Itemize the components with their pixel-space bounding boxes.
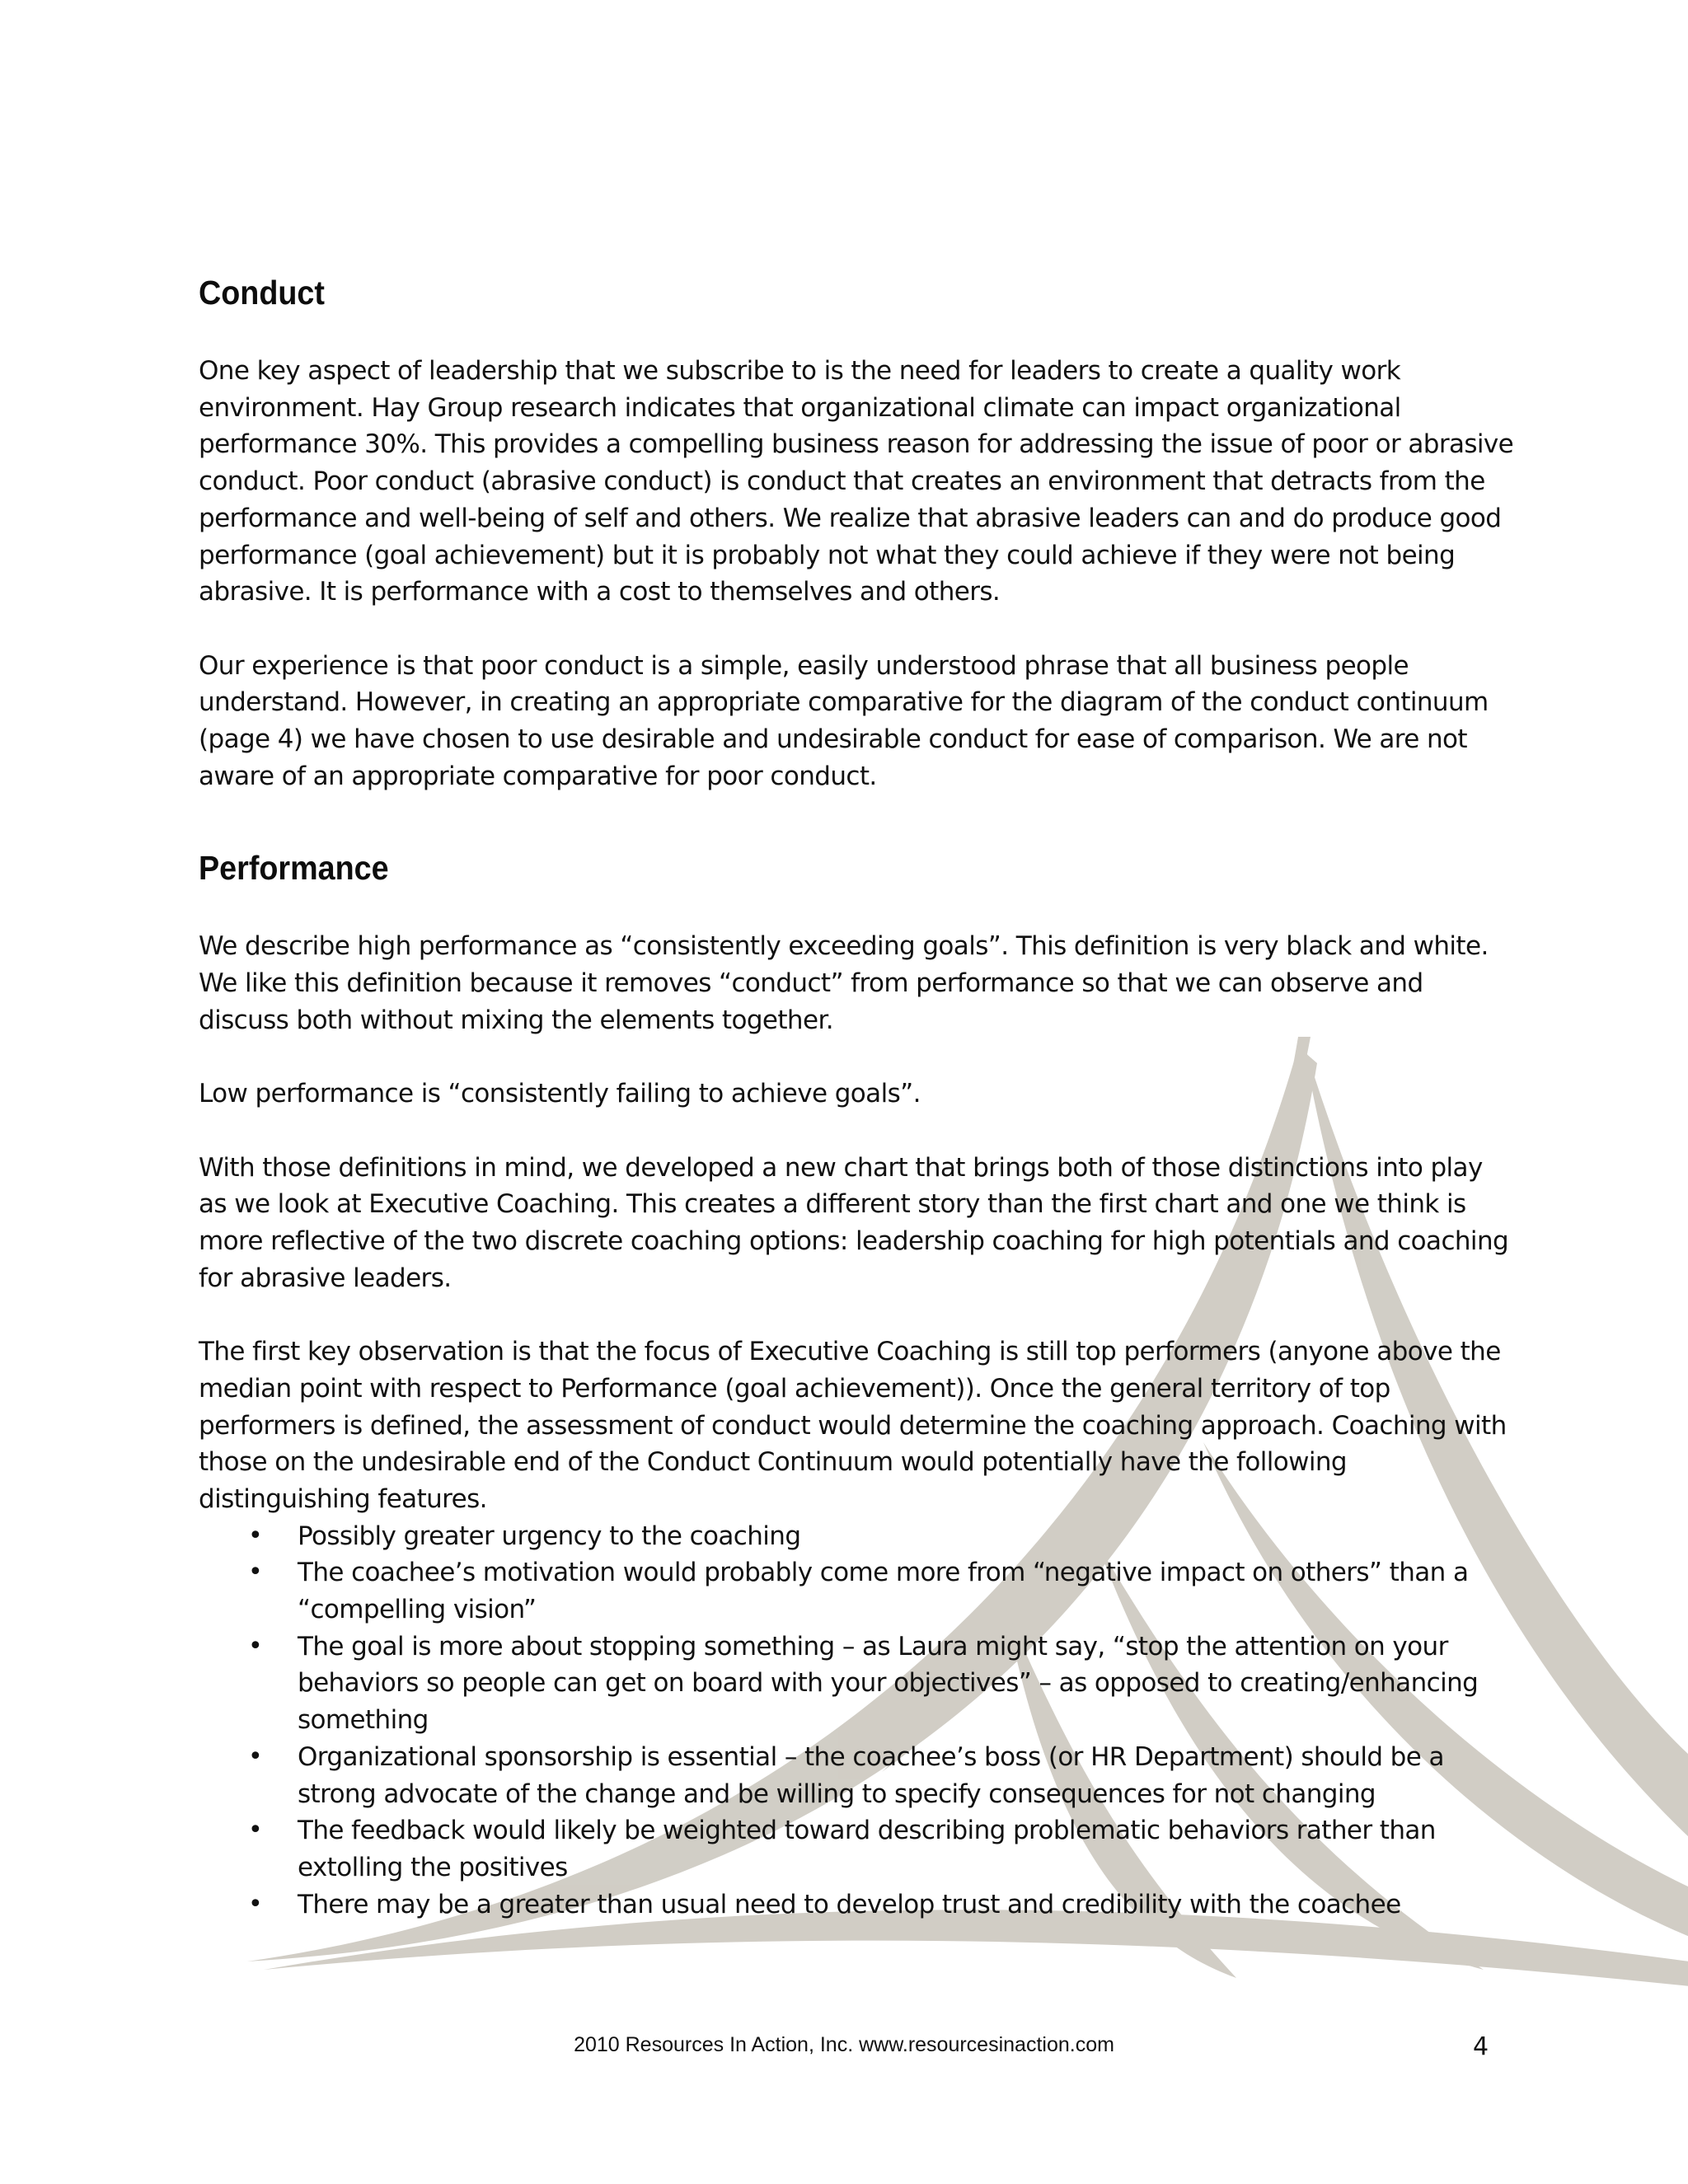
conduct-paragraph-1: One key aspect of leadership that we subscribe to is the need for leaders to create a quality work environment. Hay Group research indicates that organizational climate can impact organizational performance 30%. This provides a compelling business reason for addressing the issue of poor or abrasive conduct. Poor conduct (abrasive conduct) is conduct that creates an environment that detracts from the performance and well-being of self and others. We realize that abrasive leaders can and do produce good performance (goal achievement) but it is probably not what they could achieve if they were not being abrasive. It is performance with a cost to themselves and others. xyxy=(199,356,1514,607)
conduct-paragraph-2: Our experience is that poor conduct is a simple, easily understood phrase that all business people understand. However, in creating an appropriate comparative for the diagram of the conduct continuum (page 4) we have chosen to use desirable and undesirable conduct for ease of comparison. We are not aware of an appropriate comparative for poor conduct. xyxy=(199,650,1489,791)
list-item-text: The coachee’s motivation would probably come more from “negative impact on others” than a “compelling vision” xyxy=(298,1558,1469,1625)
page-number: 4 xyxy=(1473,2032,1489,2061)
page-footer: 2010 Resources In Action, Inc. www.resourcesinaction.com xyxy=(574,2033,1114,2056)
page-content xyxy=(199,272,1517,1923)
bullet-icon: • xyxy=(248,1889,263,1919)
performance-paragraph-4: The first key observation is that the focus of Executive Coaching is still top performers (anyone above the median point with respect to Performance (goal achievement)). Once the general territory of top performers is defined, the assessment of conduct would determine the coaching approach. Coaching with those on the undesirable end of the Conduct Continuum would potentially have the following distinguishing features. xyxy=(199,1337,1507,1514)
section-title-performance: Performance xyxy=(199,849,389,888)
list-item xyxy=(199,1554,1517,1628)
list-item-text: Organizational sponsorship is essential – the coachee’s boss (or HR Department) should be a strong advocate of the change and be willing to specify consequences for not changing xyxy=(298,1741,1444,1809)
list-item xyxy=(199,1629,1517,1739)
performance-paragraph-2: Low performance is “consistently failing to achieve goals”. xyxy=(199,1079,921,1109)
list-item xyxy=(199,1518,1517,1555)
list-item-text: Possibly greater urgency to the coaching xyxy=(298,1521,801,1551)
bullet-icon: • xyxy=(248,1816,263,1845)
list-item-text: There may be a greater than usual need to develop trust and credibility with the coachee xyxy=(298,1889,1401,1919)
performance-paragraph-1: We describe high performance as “consistently exceeding goals”. This definition is very black and white. We like this definition because it removes “conduct” from performance so that we can observe and discuss both without mixing the elements together. xyxy=(199,931,1489,1035)
list-item xyxy=(199,1739,1517,1812)
performance-paragraph-3: With those definitions in mind, we developed a new chart that brings both of those distinctions into play as we look at Executive Coaching. This creates a different story than the first chart and one we think is more reflective of the two discrete coaching options: leadership coaching for high potentials and coaching for abrasive leaders. xyxy=(199,1152,1509,1293)
list-item xyxy=(199,1812,1517,1886)
features-list xyxy=(199,1518,1517,1924)
bullet-icon: • xyxy=(248,1521,263,1550)
list-item-text: The feedback would likely be weighted toward describing problematic behaviors rather than extolling the positives xyxy=(298,1816,1436,1882)
list-item xyxy=(199,1886,1517,1924)
list-item-text: The goal is more about stopping something – as Laura might say, “stop the attention on your behaviors so people can get on board with your objectives” – as opposed to creating/enhancing something xyxy=(298,1631,1479,1736)
bullet-icon: • xyxy=(248,1558,263,1587)
bullet-icon: • xyxy=(248,1741,263,1771)
bullet-icon: • xyxy=(248,1631,263,1661)
section-title-conduct: Conduct xyxy=(199,274,325,312)
